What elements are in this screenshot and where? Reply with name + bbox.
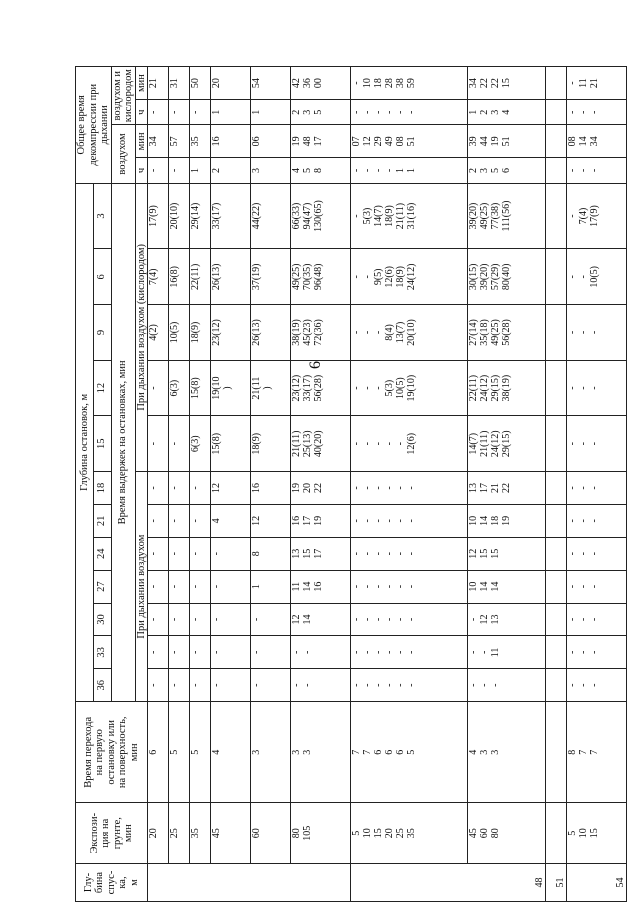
stop-cell: - [251,669,291,702]
stop-cell: - [148,472,169,505]
air-breathing-header: При дыхании воздухом [135,472,148,702]
total-ox-h: - [148,100,169,125]
unit-h-ox: ч [135,100,148,125]
stop-cell: 4 [211,504,251,537]
total-ox-min: 50 [190,67,211,100]
total-time-header: Общее время декомпрессии при дыхании [76,67,112,184]
stop-cell: 38(19) 45(23) 72(36) [291,305,350,361]
stop-cell: - - - - - 12(6) [350,416,467,472]
stop-cell: 37(19) [251,249,291,305]
stop-depth-30: 30 [93,603,111,636]
stop-cell: - [251,603,291,636]
stop-cell: - - - [567,416,626,472]
stop-cell: - [169,537,190,570]
stop-cell: 12 [251,504,291,537]
exposure-cell: 80 105 [291,803,350,864]
stop-cell: 22(11) [190,249,211,305]
first-stop-cell: 3 [251,702,291,803]
first-stop-cell: 7 7 6 6 6 5 [350,702,467,803]
stop-cell: - - - [567,537,626,570]
stop-cell: - [211,537,251,570]
stop-cell: 19 20 22 [291,472,350,505]
total-air-min: 39 44 19 51 [467,125,546,158]
decompression-table [75,66,627,902]
empty-cell [546,504,567,537]
stop-cell: 18(9) [190,305,211,361]
stop-cell: - - - [567,669,626,702]
rotated-table-canvas [75,62,626,902]
empty-cell [546,305,567,361]
empty-cell [546,472,567,505]
stop-cell: - - - - - - [350,636,467,669]
table-row [291,67,350,902]
stop-cell: - [169,504,190,537]
first-stop-cell: 4 [211,702,251,803]
total-air-min: 08 14 34 [567,125,626,158]
stop-cell: 16 17 19 [291,504,350,537]
total-ox-h: - [190,100,211,125]
stop-cell: - 7(4) 17(9) [567,183,626,249]
total-ox-min: 34 22 22 15 [467,67,546,100]
exposure-cell: 5 10 15 [567,803,626,864]
empty-cell [546,249,567,305]
stop-cell: - - - - - - [350,603,467,636]
empty-cell [546,603,567,636]
total-air-min: 35 [190,125,211,158]
stop-cell: - [169,472,190,505]
stop-depth-36: 36 [93,669,111,702]
stop-cell: - - - - - - [350,570,467,603]
stop-cell: - [169,603,190,636]
total-air-h: 3 [251,158,291,183]
stop-cell: 66(33) 94(47) 130(65) [291,183,350,249]
first-stop-header: Время перехода на первую остановку или на поверхность, мин [76,702,148,803]
stop-cell: 8 [251,537,291,570]
stop-cell: - - - [567,603,626,636]
stop-depth-header: Глубина остановок, м [76,183,94,702]
stop-cell: - - [291,636,350,669]
stop-cell: 13 15 17 [291,537,350,570]
total-air-h: - [148,158,169,183]
empty-cell [546,183,567,249]
stop-cell: - [211,636,251,669]
total-ox-h: 1 2 3 4 [467,100,546,125]
stop-cell: - - - - - - [350,504,467,537]
stop-cell: 13 17 21 22 [467,472,546,505]
stop-cell: 20(10) [169,183,190,249]
stop-depth-12: 12 [93,360,111,416]
first-stop-cell: 3 3 [291,702,350,803]
depth-header: Глу- бина спус- ка, м [76,864,148,902]
total-air-min: 19 48 17 [291,125,350,158]
stop-cell: - [190,603,211,636]
depth-cell: 48 [350,864,545,902]
total-ox-min: 21 [148,67,169,100]
total-air-min: 34 [148,125,169,158]
total-ox-min: 31 [169,67,190,100]
stop-cell: 4(2) [148,305,169,361]
stop-cell: - - - [567,570,626,603]
empty-cell [546,537,567,570]
total-ox-h: 2 3 5 [291,100,350,125]
exposure-header: Экспози- ция на грунте, мин [76,803,148,864]
unit-min-air: мин [135,125,148,158]
empty-cell [546,669,567,702]
stop-depth-18: 18 [93,472,111,505]
exposure-cell: 25 [169,803,190,864]
total-ox-min: 54 [251,67,291,100]
total-air-min: 06 [251,125,291,158]
first-stop-cell: 4 3 3 [467,702,546,803]
total-air-header: воздухом [111,125,135,183]
depth-cell: 54 [567,864,626,902]
rotated-table-area [75,62,626,902]
stop-cell: 33(17) [211,183,251,249]
stop-cell: 10 14 18 19 [467,504,546,537]
total-air-h: 4 5 8 [291,158,350,183]
stop-cell: 15(8) [211,416,251,472]
total-ox-h: - - - [567,100,626,125]
table-row [211,67,251,902]
stop-cell: - [169,669,190,702]
stop-cell: - - - - - - [350,537,467,570]
stop-cell: - 5(3) 14(7) 18(9) 21(11) 31(16) [350,183,467,249]
stop-cell: - 12 13 [467,603,546,636]
total-air-h: 2 [211,158,251,183]
stop-depth-21: 21 [93,504,111,537]
page-number: 6 [307,361,324,369]
total-ox-h: - - - - - - [350,100,467,125]
stop-cell: - [148,636,169,669]
total-air-h: 2 3 5 6 [467,158,546,183]
stop-cell: - [148,570,169,603]
stop-cell: 23(12) 33(17) 56(28) [291,360,350,416]
stop-cell: 6(3) [169,360,190,416]
stop-cell: - [211,570,251,603]
total-air-min: 07 12 29 49 08 51 [350,125,467,158]
table-row [567,67,626,902]
stop-depth-24: 24 [93,537,111,570]
stop-cell: 26(13) [251,305,291,361]
first-stop-cell: 8 7 7 [567,702,626,803]
stop-cell: - [190,636,211,669]
stop-cell: 26(13) [211,249,251,305]
stop-cell: 23(12) [211,305,251,361]
stop-cell: 15(8) [190,360,211,416]
empty-cell [546,125,567,158]
stop-cell: - [190,537,211,570]
stop-cell: - - - [567,305,626,361]
stop-cell: 29(14) [190,183,211,249]
stop-cell: 11 14 16 [291,570,350,603]
stop-cell: 16(8) [169,249,190,305]
table-row [190,67,211,902]
stop-cell: 7(4) [148,249,169,305]
unit-min-ox: мин [135,67,148,100]
total-air-min: 57 [169,125,190,158]
table-row [251,67,291,902]
stop-depth-6: 6 [93,249,111,305]
exposure-cell: 20 [148,803,169,864]
stop-cell: 12 15 15 [467,537,546,570]
exposure-cell: 5 10 15 20 25 35 [350,803,467,864]
stop-cell: 10(5) [169,305,190,361]
empty-cell [546,636,567,669]
stop-cell: 27(14) 35(18) 49(25) 56(28) [467,305,546,361]
stop-cell: - [148,603,169,636]
stop-cell: 12 14 [291,603,350,636]
stop-cell: 19(10 ) [211,360,251,416]
stop-cell: 14(7) 21(11) 24(12) 29(15) [467,416,546,472]
table-row [467,67,546,902]
stop-cell: - [169,570,190,603]
stop-cell: - [190,504,211,537]
empty-cell [546,570,567,603]
stop-cell: 10 14 14 [467,570,546,603]
total-ox-h: 1 [211,100,251,125]
stop-cell: 6(3) [190,416,211,472]
stop-cell: - - - [467,669,546,702]
table-row [350,67,467,902]
total-ox-min: 42 36 00 [291,67,350,100]
stop-depth-3: 3 [93,183,111,249]
stop-cell: 22(11) 24(12) 29(15) 38(19) [467,360,546,416]
stop-cell: - - [291,669,350,702]
stop-cell: - - - 5(3) 10(5) 19(10) [350,360,467,416]
empty-cell [546,158,567,183]
empty-cell [546,803,567,864]
empty-cell [546,416,567,472]
stop-depth-27: 27 [93,570,111,603]
exposure-cell: 45 [211,803,251,864]
first-stop-cell: 5 [169,702,190,803]
empty-cell [546,360,567,416]
stop-cell: 30(15) 39(20) 57(29) 80(40) [467,249,546,305]
stop-cell: - - - - - - [350,669,467,702]
empty-cell [546,702,567,803]
stop-cell: 44(22) [251,183,291,249]
stop-cell: - [148,416,169,472]
table-row [546,67,567,902]
exposure-cell: 60 [251,803,291,864]
stop-depth-15: 15 [93,416,111,472]
stop-cell: - [148,504,169,537]
stop-cell: - [211,603,251,636]
stop-cell: - - - [567,472,626,505]
stop-cell: - [169,416,190,472]
stop-cell: - - 10(5) [567,249,626,305]
stop-cell: - [211,669,251,702]
stop-cell: - - 9(5) 12(6) 18(9) 24(12) [350,249,467,305]
stop-cell: 18(9) [251,416,291,472]
stop-cell: 49(25) 70(35) 96(48) [291,249,350,305]
total-air-oxygen-header: воздухом и кислородом [111,67,135,125]
stop-cell: 21(11) 25(13) 40(20) [291,416,350,472]
stop-cell: - - - [567,636,626,669]
stop-cell: - [148,360,169,416]
total-ox-min: - 11 21 [567,67,626,100]
exposure-cell: 45 60 80 [467,803,546,864]
empty-cell [546,100,567,125]
stop-cell: - - 11 [467,636,546,669]
total-ox-h: - [169,100,190,125]
stop-cell: - [190,472,211,505]
stop-cell: - - - - - - [350,472,467,505]
empty-cell [546,67,567,100]
total-air-h: 1 [190,158,211,183]
total-ox-min: - 10 18 28 38 59 [350,67,467,100]
air-oxygen-breathing-header: При дыхании воздухом (кислородом) [135,183,148,471]
stop-cell: 1 [251,570,291,603]
stop-cell: - - - [567,360,626,416]
stop-cell: - [251,636,291,669]
total-air-h: - - - [567,158,626,183]
total-air-h: - [169,158,190,183]
stop-cell: 16 [251,472,291,505]
unit-h-air: ч [135,158,148,183]
stop-cell: 17(9) [148,183,169,249]
stop-cell: 39(20) 49(25) 77(38) 111(56) [467,183,546,249]
stop-cell: 12 [211,472,251,505]
table-body [148,67,626,902]
first-stop-cell: 5 [190,702,211,803]
stop-cell: - - - [567,504,626,537]
stop-cell: 21(11 ) [251,360,291,416]
total-ox-h: 1 [251,100,291,125]
stop-cell: - [148,669,169,702]
first-stop-cell: 6 [148,702,169,803]
hold-time-header: Время выдержек на остановках, мин [111,183,135,702]
depth-cell: 51 [546,864,567,902]
stop-cell: - [190,669,211,702]
table-row [148,67,169,902]
stop-depth-9: 9 [93,305,111,361]
total-air-min: 16 [211,125,251,158]
stop-depth-33: 33 [93,636,111,669]
stop-cell: - - - 8(4) 13(7) 20(10) [350,305,467,361]
header-row-1 [76,67,94,902]
exposure-cell: 35 [190,803,211,864]
stop-cell: - [190,570,211,603]
stop-cell: - [148,537,169,570]
table-row [169,67,190,902]
stop-cell: - [169,636,190,669]
depth-cell [148,864,350,902]
total-air-h: - - - - 1 1 [350,158,467,183]
total-ox-min: 20 [211,67,251,100]
